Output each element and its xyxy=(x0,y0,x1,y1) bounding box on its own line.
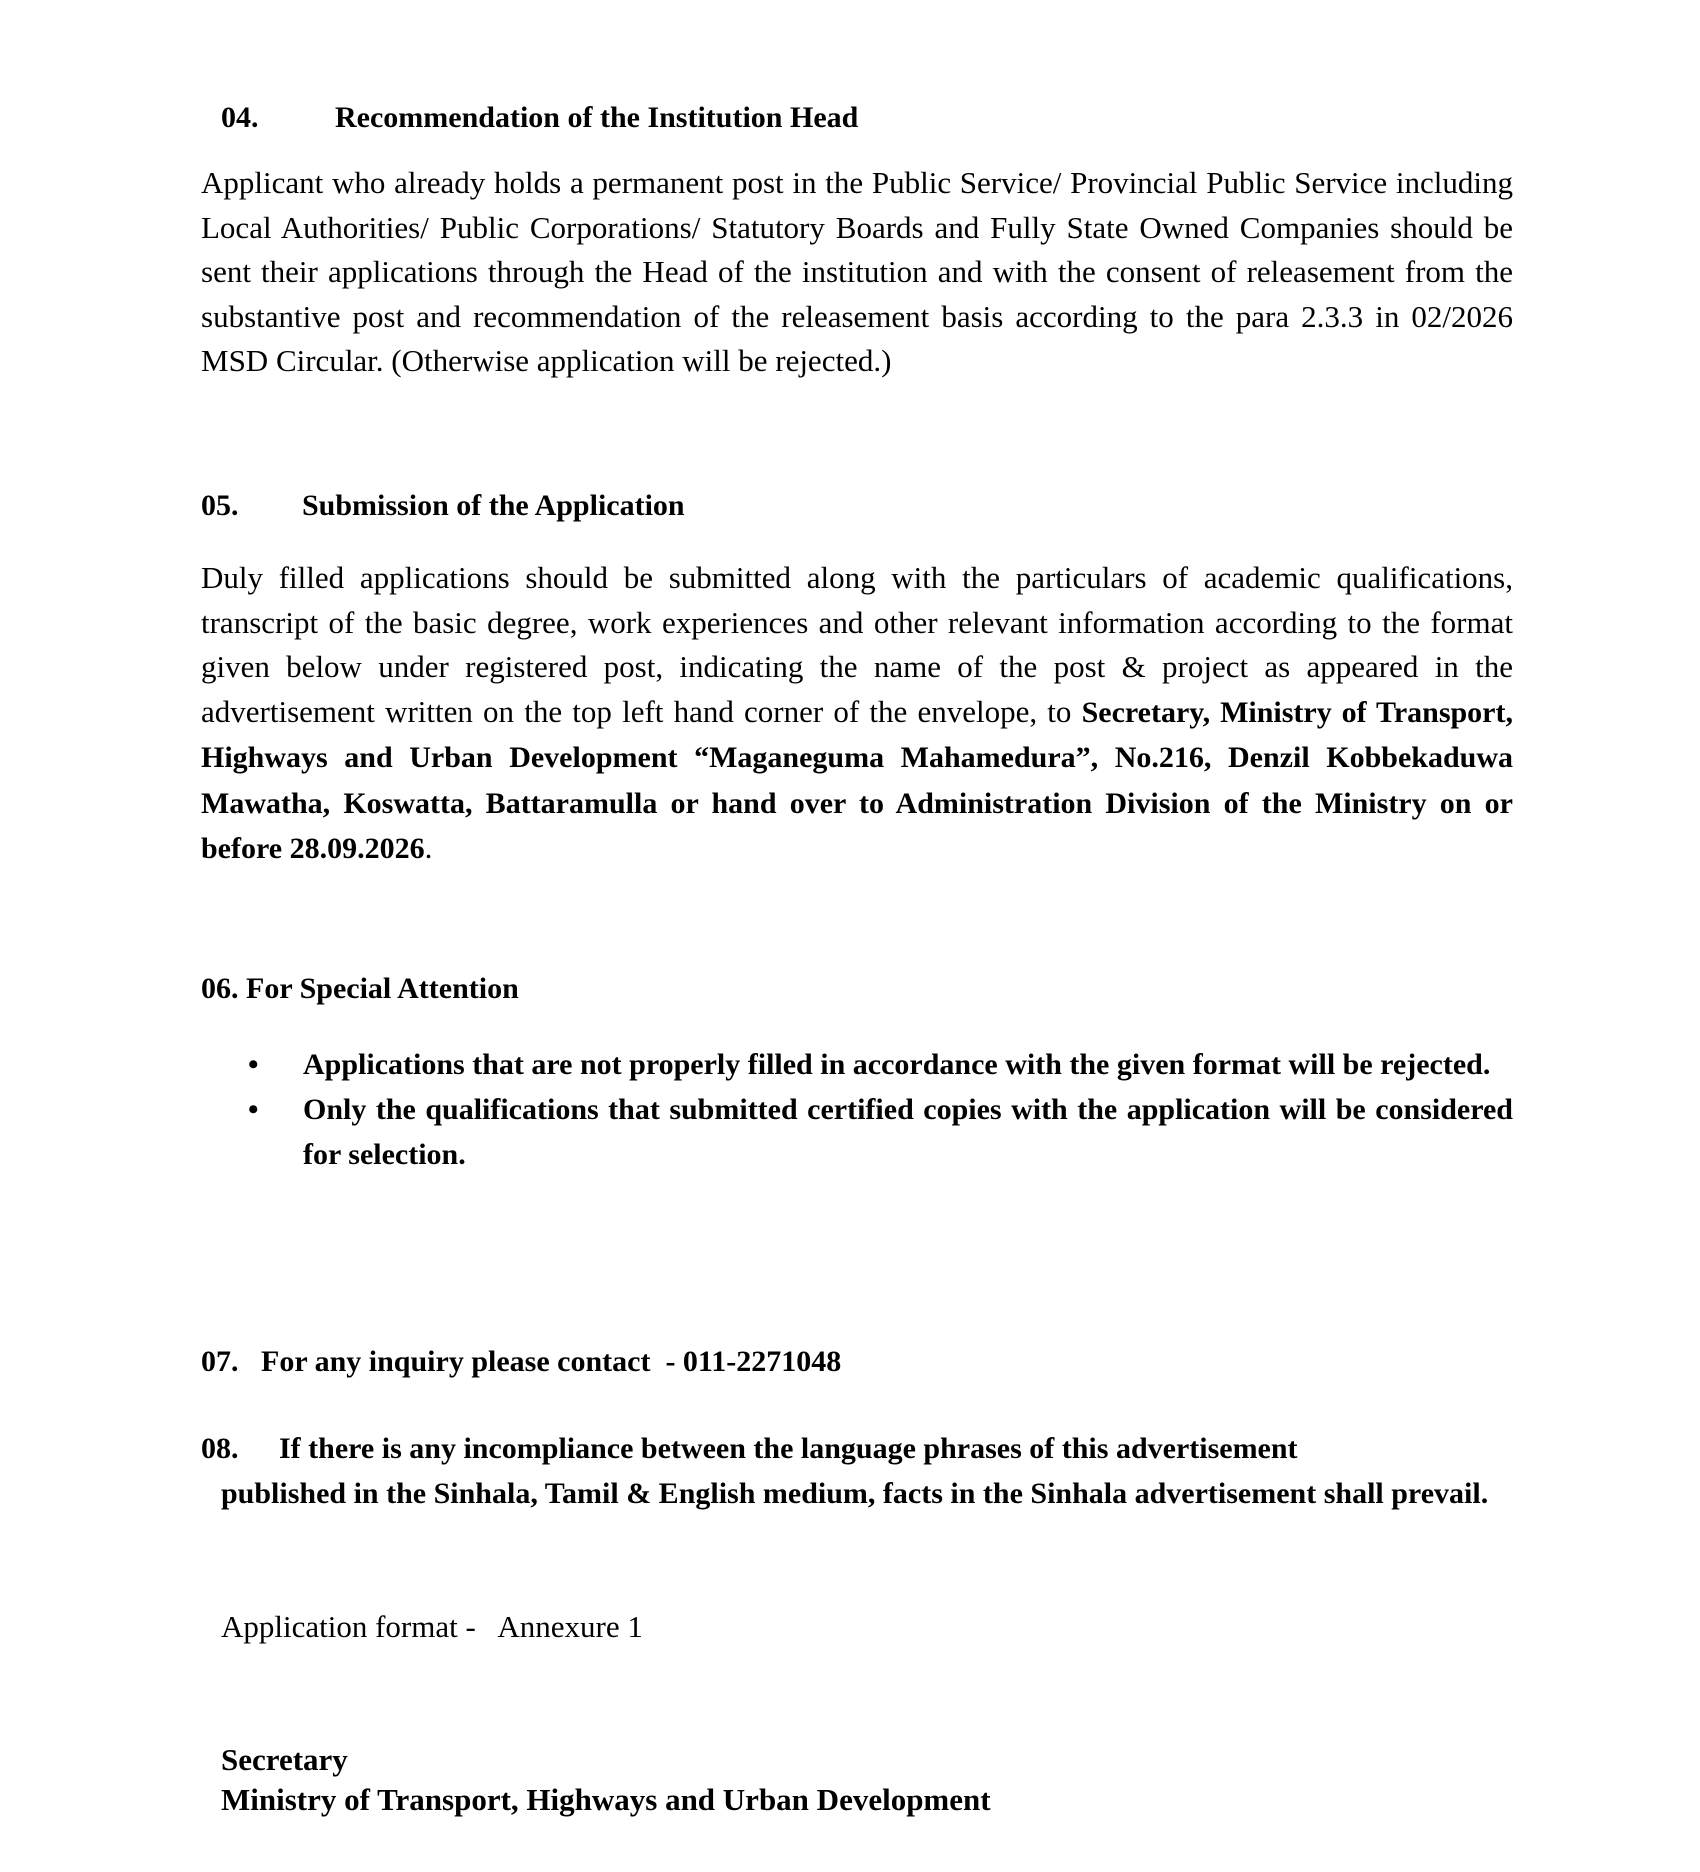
section-05-address: Secretary, Ministry of Transport, Highways and Urban Development “Maganeguma Mahamedura”, No.216, Denzil Kobbekaduwa Mawatha, Koswatta, Battaramulla or hand over to Administration Division of the Ministry on or before 28.09.2026 xyxy=(201,695,1513,865)
section-06-list xyxy=(248,1042,1513,1177)
section-08 xyxy=(201,1427,1523,1516)
signature-title: Secretary xyxy=(221,1742,348,1777)
section-04-heading xyxy=(221,100,1221,136)
section-05-body xyxy=(201,556,1513,872)
section-06-heading: 06. For Special Attention xyxy=(201,972,519,1005)
section-08-text-first: If there is any incompliance between the language phrases of this advertisement xyxy=(279,1432,1298,1465)
list-item xyxy=(248,1087,1513,1177)
section-05-end: . xyxy=(424,830,433,865)
section-04-number: 04. xyxy=(221,101,259,134)
special-attention-list xyxy=(248,1042,1513,1177)
section-07-heading: 07. For any inquiry please contact - 011-2271048 xyxy=(201,1345,842,1378)
section-05-heading xyxy=(201,488,1201,524)
list-item xyxy=(248,1042,1513,1087)
application-format: Application format - Annexure 1 xyxy=(221,1609,643,1644)
bullet-icon: • xyxy=(248,1093,259,1126)
bullet-icon: • xyxy=(248,1048,259,1081)
section-08-text-rest: published in the Sinhala, Tamil & English medium, facts in the Sinhala advertisement shall prevail. xyxy=(221,1476,1489,1510)
section-05-number: 05. xyxy=(201,489,239,522)
list-item-text: Applications that are not properly filled in accordance with the given format will be rejected. xyxy=(303,1048,1491,1081)
list-item-text: Only the qualifications that submitted certified copies with the application will be considered for selection. xyxy=(303,1093,1513,1171)
section-08-number: 08. xyxy=(201,1432,239,1465)
section-08-text xyxy=(201,1427,1523,1472)
section-05-title: Submission of the Application xyxy=(302,489,685,522)
signature-ministry: Ministry of Transport, Highways and Urban Development xyxy=(221,1782,991,1817)
section-05-body-text: Duly filled applications should be submitted along with the particulars of academic qualifications, transcript of the basic degree, work experiences and other relevant information according to the format given below under registered post, indicating the name of the post & project as appeared in the advertisement written on the top left hand corner of the envelope, to xyxy=(201,560,1513,729)
section-04-body: Applicant who already holds a permanent post in the Public Service/ Provincial Public Service including Local Authorities/ Public Corporations/ Statutory Boards and Fully State Owned Companies should be sent their applications through the Head of the institution and with the consent of releasement from the substantive post and recommendation of the releasement basis according to the para 2.3.3 in 02/2026 MSD Circular. (Otherwise application will be rejected.) xyxy=(201,165,1513,378)
section-04-title: Recommendation of the Institution Head xyxy=(335,101,859,134)
